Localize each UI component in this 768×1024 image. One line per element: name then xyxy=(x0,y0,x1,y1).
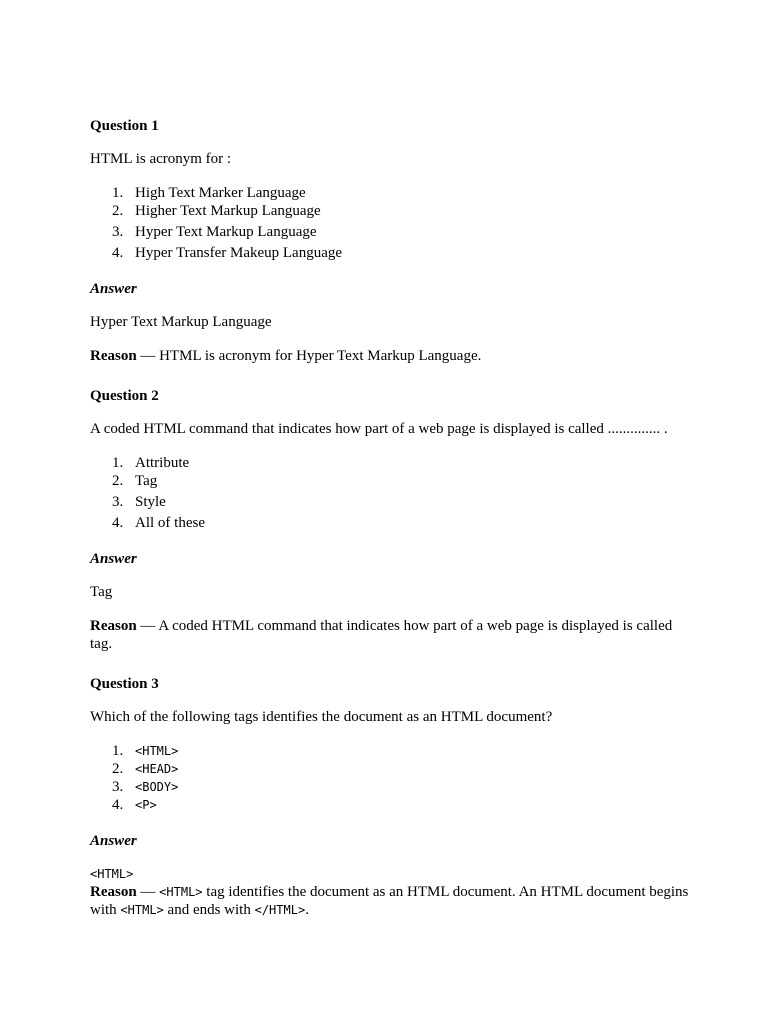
option-item xyxy=(90,742,690,760)
question-text: A coded HTML command that indicates how part of a web page is displayed is called .............. . xyxy=(90,421,668,437)
options-list xyxy=(90,184,690,262)
reason-text: and ends with xyxy=(163,902,255,918)
question-text: HTML is acronym for : xyxy=(90,151,232,167)
option-label: All of these xyxy=(135,515,205,531)
option-number: 1. xyxy=(112,743,124,759)
option-item xyxy=(90,244,690,262)
options-list xyxy=(90,742,690,814)
question-text: Which of the following tags identifies the document as an HTML document? xyxy=(90,709,553,725)
option-item xyxy=(90,454,690,472)
option-label: <HEAD> xyxy=(135,762,179,776)
question-title: Question 2 xyxy=(90,388,159,404)
option-number: 4. xyxy=(112,245,124,261)
option-item xyxy=(90,472,690,493)
reason-code: <HTML> xyxy=(159,885,203,899)
option-label: Higher Text Markup Language xyxy=(135,203,321,219)
option-label: Attribute xyxy=(135,455,190,471)
option-label: Hyper Transfer Makeup Language xyxy=(135,245,343,261)
reason-dash: — xyxy=(136,348,160,364)
option-number: 1. xyxy=(112,455,124,471)
option-item xyxy=(90,223,690,244)
option-number: 3. xyxy=(112,779,124,795)
option-number: 2. xyxy=(112,203,124,219)
option-label: Tag xyxy=(135,473,158,489)
answer-label: Answer xyxy=(90,551,137,567)
option-label: <P> xyxy=(135,798,157,812)
question-title: Question 1 xyxy=(90,118,159,134)
option-label: Hyper Text Markup Language xyxy=(135,224,317,240)
option-number: 3. xyxy=(112,494,124,510)
question-title: Question 3 xyxy=(90,676,159,692)
reason-text: . xyxy=(305,902,309,918)
option-number: 4. xyxy=(112,797,124,813)
option-label: High Text Marker Language xyxy=(135,185,306,201)
reason-label: Reason xyxy=(90,884,137,900)
question-1 xyxy=(90,117,690,365)
document-page xyxy=(90,117,690,941)
options-list xyxy=(90,454,690,532)
option-item xyxy=(90,493,690,514)
option-item xyxy=(90,202,690,223)
answer-label: Answer xyxy=(90,281,137,297)
reason xyxy=(90,883,690,919)
reason-text: A coded HTML command that indicates how part of a web page is displayed is called tag. xyxy=(90,618,673,652)
option-label: Style xyxy=(135,494,166,510)
reason-text: HTML is acronym for Hyper Text Markup Language. xyxy=(159,348,482,364)
answer-text: Tag xyxy=(90,584,113,600)
option-item xyxy=(90,184,690,202)
answer-text: Hyper Text Markup Language xyxy=(90,314,272,330)
option-item xyxy=(90,514,690,532)
answer-text xyxy=(90,865,690,883)
question-2 xyxy=(90,387,690,653)
option-number: 2. xyxy=(112,473,124,489)
reason-dash: — xyxy=(136,618,159,634)
reason-text: tag identifies the document as an HTML document. An HTML document begins with xyxy=(90,884,689,918)
reason-label: Reason xyxy=(90,348,137,364)
question-3 xyxy=(90,675,690,919)
option-label: <HTML> xyxy=(135,744,179,758)
option-number: 4. xyxy=(112,515,124,531)
reason-code: </HTML> xyxy=(254,903,306,917)
option-item xyxy=(90,796,690,814)
option-number: 3. xyxy=(112,224,124,240)
option-number: 2. xyxy=(112,761,124,777)
option-item xyxy=(90,778,690,796)
option-label: <BODY> xyxy=(135,780,179,794)
reason xyxy=(90,617,690,653)
reason-dash: — xyxy=(136,884,160,900)
reason-label: Reason xyxy=(90,618,137,634)
answer-code: <HTML> xyxy=(90,867,134,881)
reason xyxy=(90,347,690,365)
option-item xyxy=(90,760,690,778)
answer-label: Answer xyxy=(90,833,137,849)
option-number: 1. xyxy=(112,185,124,201)
reason-code: <HTML> xyxy=(120,903,164,917)
